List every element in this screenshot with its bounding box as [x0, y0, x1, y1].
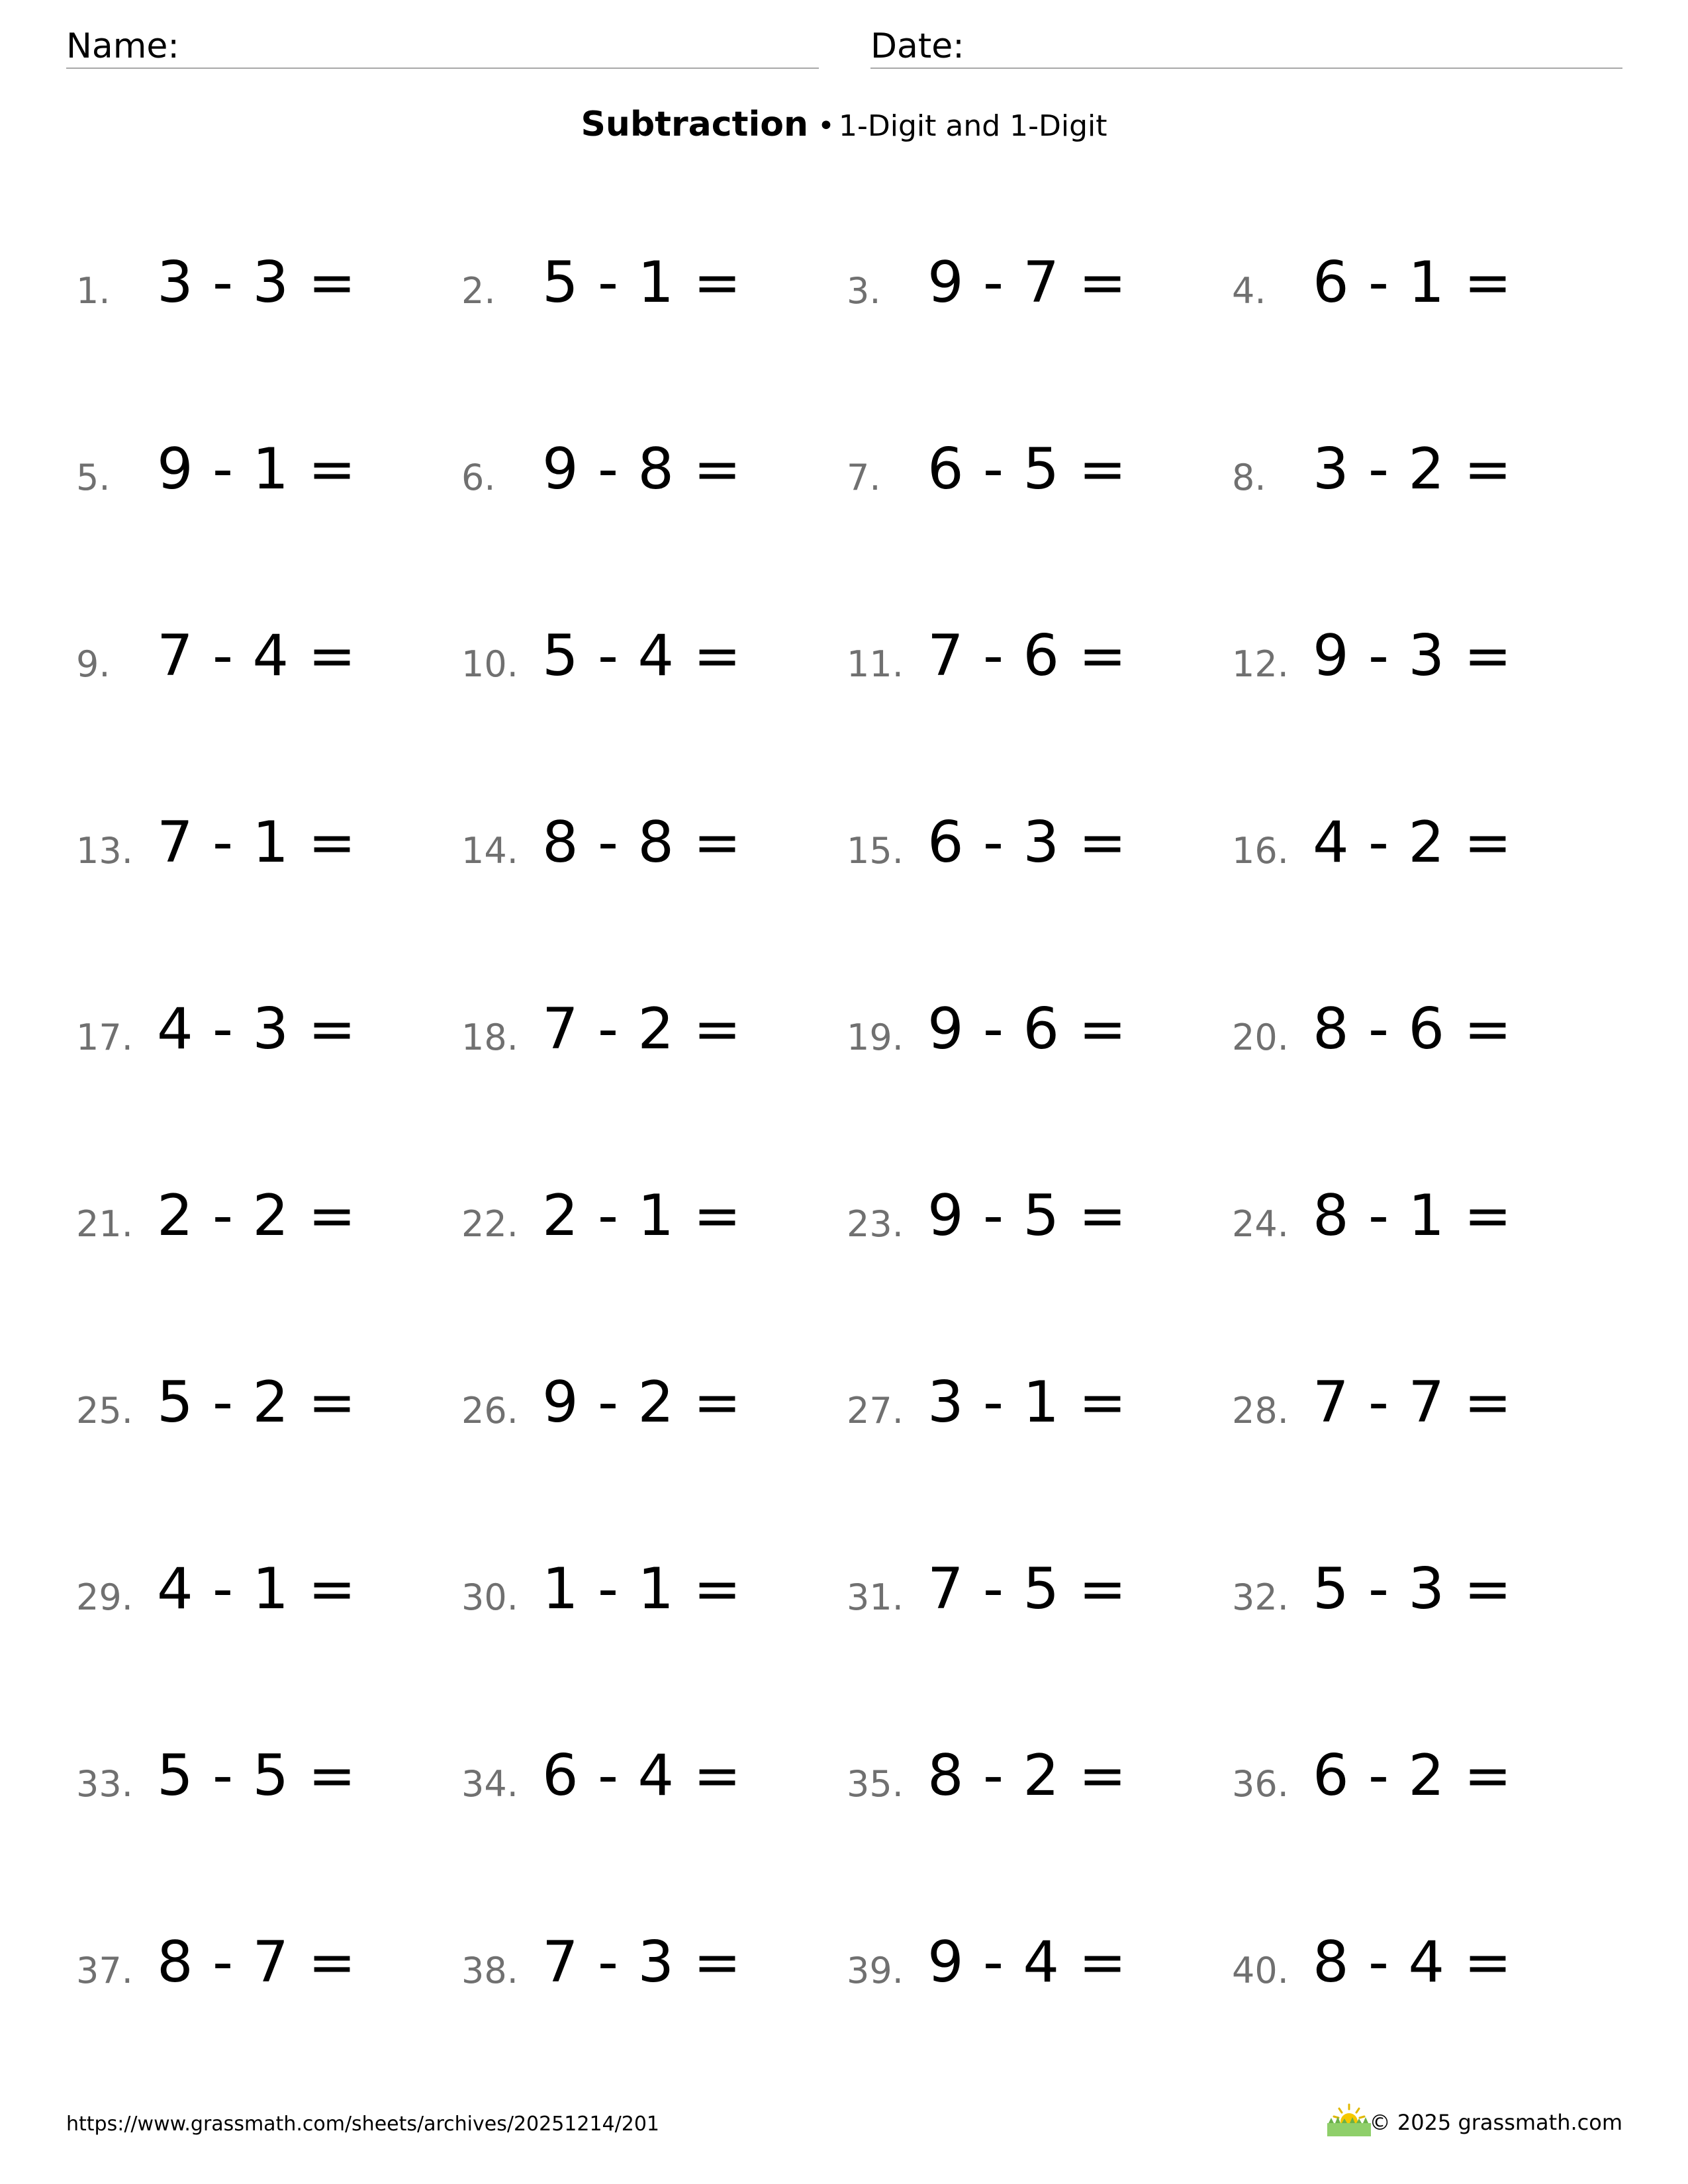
title-main: Subtraction [581, 105, 809, 144]
problem-item [847, 235, 1191, 314]
problem-number: 26. [461, 1390, 518, 1432]
problem-item [1232, 1355, 1576, 1434]
problem-expression: 7 - 1 = [157, 809, 357, 876]
problem-expression: 5 - 2 = [157, 1369, 357, 1435]
problem-item [847, 795, 1191, 874]
problem-number: 15. [847, 830, 904, 872]
problem-item [847, 981, 1191, 1061]
problem-item [76, 422, 420, 501]
problem-number: 2. [461, 270, 496, 312]
problem-expression: 9 - 4 = [927, 1929, 1127, 1995]
problem-expression: 9 - 5 = [927, 1183, 1127, 1249]
problem-expression: 6 - 1 = [1313, 250, 1513, 316]
problem-number: 39. [847, 1950, 904, 1991]
problem-number: 14. [461, 830, 518, 872]
problem-number: 22. [461, 1203, 518, 1245]
title-subtitle: 1-Digit and 1-Digit [838, 109, 1107, 143]
date-label: Date: [870, 26, 964, 66]
problem-item [461, 422, 806, 501]
problem-item [461, 795, 806, 874]
problem-number: 25. [76, 1390, 133, 1432]
problem-number: 11. [847, 643, 904, 685]
problem-expression: 6 - 4 = [542, 1743, 742, 1809]
name-label: Name: [66, 26, 179, 66]
problem-number: 36. [1232, 1763, 1289, 1805]
problem-item [461, 1168, 806, 1248]
problem-expression: 3 - 3 = [157, 250, 357, 316]
problem-expression: 5 - 3 = [1313, 1556, 1513, 1622]
problem-item [461, 608, 806, 688]
problem-number: 8. [1232, 457, 1266, 498]
problem-item [847, 422, 1191, 501]
title-separator: • [818, 109, 835, 143]
problem-item [1232, 235, 1576, 314]
problem-number: 34. [461, 1763, 518, 1805]
problem-expression: 4 - 2 = [1313, 809, 1513, 876]
problem-expression: 8 - 8 = [542, 809, 742, 876]
problem-item [461, 1728, 806, 1807]
problem-number: 17. [76, 1017, 133, 1058]
sun-over-grass-icon [1326, 2103, 1372, 2138]
problem-number: 7. [847, 457, 881, 498]
problem-item [1232, 795, 1576, 874]
problem-number: 35. [847, 1763, 904, 1805]
problem-number: 27. [847, 1390, 904, 1432]
problem-item [76, 1915, 420, 1994]
problem-item [461, 1541, 806, 1621]
problem-expression: 8 - 1 = [1313, 1183, 1513, 1249]
problem-expression: 7 - 3 = [542, 1929, 742, 1995]
problem-number: 24. [1232, 1203, 1289, 1245]
problem-number: 18. [461, 1017, 518, 1058]
problem-number: 29. [76, 1576, 133, 1618]
problem-expression: 9 - 7 = [927, 250, 1127, 316]
problem-item [76, 235, 420, 314]
problem-number: 10. [461, 643, 518, 685]
problem-item [1232, 1728, 1576, 1807]
problem-item [461, 1355, 806, 1434]
problem-item [847, 1541, 1191, 1621]
problem-number: 16. [1232, 830, 1289, 872]
problem-expression: 5 - 4 = [542, 623, 742, 689]
problem-item [1232, 1168, 1576, 1248]
problem-item [461, 981, 806, 1061]
problem-expression: 6 - 2 = [1313, 1743, 1513, 1809]
problem-expression: 8 - 4 = [1313, 1929, 1513, 1995]
problem-expression: 9 - 1 = [157, 436, 357, 502]
problem-expression: 9 - 8 = [542, 436, 742, 502]
problem-expression: 1 - 1 = [542, 1556, 742, 1622]
problem-expression: 7 - 2 = [542, 996, 742, 1062]
problem-item [76, 1355, 420, 1434]
problem-expression: 7 - 5 = [927, 1556, 1127, 1622]
problem-item [76, 981, 420, 1061]
problem-expression: 4 - 1 = [157, 1556, 357, 1622]
problem-expression: 6 - 5 = [927, 436, 1127, 502]
problem-number: 31. [847, 1576, 904, 1618]
problem-item [847, 1168, 1191, 1248]
problem-expression: 8 - 6 = [1313, 996, 1513, 1062]
problem-item [1232, 981, 1576, 1061]
problem-expression: 5 - 5 = [157, 1743, 357, 1809]
problem-expression: 3 - 1 = [927, 1369, 1127, 1435]
problem-item [847, 608, 1191, 688]
problem-number: 3. [847, 270, 881, 312]
problem-number: 6. [461, 457, 496, 498]
problem-item [1232, 1541, 1576, 1621]
problem-item [76, 1728, 420, 1807]
problem-number: 32. [1232, 1576, 1289, 1618]
problem-item [1232, 1915, 1576, 1994]
problem-expression: 2 - 2 = [157, 1183, 357, 1249]
problem-number: 33. [76, 1763, 133, 1805]
problem-number: 20. [1232, 1017, 1289, 1058]
problem-expression: 6 - 3 = [927, 809, 1127, 876]
problem-item [461, 1915, 806, 1994]
problem-expression: 8 - 7 = [157, 1929, 357, 1995]
problem-expression: 2 - 1 = [542, 1183, 742, 1249]
problem-expression: 3 - 2 = [1313, 436, 1513, 502]
problem-number: 12. [1232, 643, 1289, 685]
problem-item [76, 608, 420, 688]
problem-number: 21. [76, 1203, 133, 1245]
problem-number: 37. [76, 1950, 133, 1991]
problem-expression: 8 - 2 = [927, 1743, 1127, 1809]
problem-number: 5. [76, 457, 111, 498]
problem-expression: 9 - 2 = [542, 1369, 742, 1435]
problem-item [847, 1915, 1191, 1994]
problem-item [1232, 608, 1576, 688]
problem-expression: 7 - 7 = [1313, 1369, 1513, 1435]
problem-number: 30. [461, 1576, 518, 1618]
problem-item [1232, 422, 1576, 501]
problem-expression: 9 - 3 = [1313, 623, 1513, 689]
problem-expression: 7 - 4 = [157, 623, 357, 689]
problem-item [76, 1168, 420, 1248]
problem-number: 38. [461, 1950, 518, 1991]
problem-number: 9. [76, 643, 111, 685]
problem-item [847, 1355, 1191, 1434]
problem-number: 19. [847, 1017, 904, 1058]
problem-number: 28. [1232, 1390, 1289, 1432]
problem-item [76, 1541, 420, 1621]
problem-number: 1. [76, 270, 111, 312]
problem-item [76, 795, 420, 874]
problem-expression: 9 - 6 = [927, 996, 1127, 1062]
problem-number: 23. [847, 1203, 904, 1245]
problem-number: 4. [1232, 270, 1266, 312]
problem-number: 13. [76, 830, 133, 872]
problem-expression: 7 - 6 = [927, 623, 1127, 689]
footer-url: https://www.grassmath.com/sheets/archives/20251214/201 [66, 2113, 660, 2136]
problem-item [847, 1728, 1191, 1807]
problem-item [461, 235, 806, 314]
problem-expression: 5 - 1 = [542, 250, 742, 316]
problem-number: 40. [1232, 1950, 1289, 1991]
problem-expression: 4 - 3 = [157, 996, 357, 1062]
footer-copyright: © 2025 grassmath.com [1369, 2110, 1622, 2135]
